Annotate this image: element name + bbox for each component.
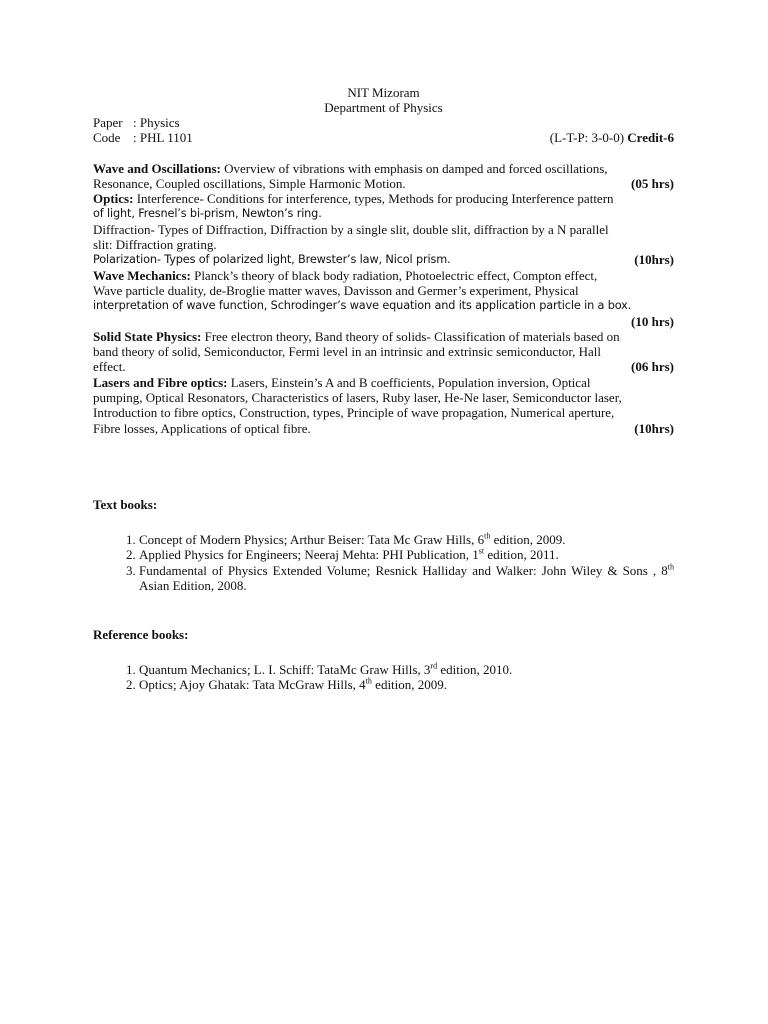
polarization-line (93, 252, 674, 267)
department-name: Department of Physics (324, 100, 443, 115)
lf-line-4 (93, 421, 674, 436)
lf-text-1: Lasers, Einstein’s A and B coefficients, Population inversion, Optical (230, 374, 591, 390)
diffraction-line-1: Diffraction- Types of Diffraction, Diffraction by a single slit, double slit, diffraction by a N parallel (93, 221, 609, 237)
text-books-list (93, 532, 674, 593)
ss-line-2: band theory of solid, Semiconductor, Fermi level in an intrinsic and extrinsic semiconductor, Hall (93, 344, 602, 360)
list-item: 2. Optics; Ajoy Ghatak: Tata McGraw Hills, 4th edition, 2009. (139, 677, 674, 692)
lf-title: Lasers and Fibre optics: (93, 374, 228, 390)
wave-title: Wave and Oscillations: (93, 160, 221, 176)
code-row (93, 130, 674, 145)
paper-row (93, 115, 674, 130)
diffraction-line-2: slit: Diffraction grating. (93, 237, 217, 253)
ss-hours: (06 hrs) (631, 359, 674, 375)
wave-text-2: Resonance, Coupled oscillations, Simple Harmonic Motion. (93, 175, 406, 191)
ss-line-1 (93, 329, 674, 344)
text-books-heading: Text books: (93, 496, 158, 512)
optics-hours: (10hrs) (634, 252, 674, 268)
wm-title: Wave Mechanics: (93, 267, 191, 283)
ltp-value: (L-T-P: 3-0-0) (549, 130, 625, 146)
wave-text-1: Overview of vibrations with emphasis on damped and forced oscillations, (224, 160, 608, 176)
wm-line-2: Wave particle duality, de-Broglie matter waves, Davisson and Germer’s experiment, Physical (93, 282, 579, 298)
wave-hours: (05 hrs) (631, 175, 674, 191)
ss-text-3: effect. (93, 359, 126, 375)
reference-books-heading: Reference books: (93, 627, 189, 643)
wm-line-3: interpretation of wave function, Schrodinger’s wave equation and its application particle in a box. (93, 299, 632, 313)
code-label: Code (93, 130, 121, 146)
list-item: 3. Fundamental of Physics Extended Volume; Resnick Halliday and Walker: John Wiley & Sons , 8th Asian Edition, 2008. (139, 563, 674, 594)
ss-text-1: Free electron theory, Band theory of solids- Classification of materials based on (204, 328, 620, 344)
lf-text-4: Fibre losses, Applications of optical fibre. (93, 420, 311, 436)
reference-books-list (93, 662, 674, 693)
paper-label: Paper (93, 115, 123, 130)
optics-text-1: Interference- Conditions for interference, types, Methods for producing Interference pattern (136, 191, 614, 207)
wm-hours-row (93, 314, 674, 329)
list-item: 2. Applied Physics for Engineers; Neeraj Mehta: PHI Publication, 1st edition, 2011. (139, 547, 674, 562)
lf-line-3: Introduction to fibre optics, Construction, types, Principle of wave propagation, Numerical aperture, (93, 405, 615, 421)
wm-text-1: Planck’s theory of black body radiation, Photoelectric effect, Compton effect, (194, 267, 598, 283)
wave-line-1 (93, 161, 674, 176)
wm-hours: (10 hrs) (631, 313, 674, 329)
institute-name: NIT Mizoram (347, 85, 420, 100)
lf-line-2: pumping, Optical Resonators, Characteristics of lasers, Ruby laser, He-Ne laser, Semiconductor laser, (93, 390, 622, 406)
optics-line-2: of light, Fresnel’s bi-prism, Newton’s ring. (93, 207, 322, 221)
ss-title: Solid State Physics: (93, 328, 202, 344)
ltp-credit (550, 130, 674, 145)
list-item: 1. Quantum Mechanics; L. I. Schiff: TataMc Graw Hills, 3rd edition, 2010. (139, 662, 674, 677)
lf-hours: (10hrs) (634, 420, 674, 436)
credit-value: Credit-6 (627, 130, 674, 146)
polarization-text: Polarization- Types of polarized light, Brewster’s law, Nicol prism. (93, 253, 451, 267)
document-page (93, 85, 674, 693)
optics-line-1 (93, 191, 674, 206)
paper-value: : Physics (133, 115, 180, 130)
optics-title: Optics: (93, 191, 134, 207)
lf-line-1 (93, 375, 674, 390)
list-item: 1. Concept of Modern Physics; Arthur Beiser: Tata Mc Graw Hills, 6th edition, 2009. (139, 532, 674, 547)
ss-line-3 (93, 359, 674, 374)
wm-line-1 (93, 268, 674, 283)
wave-line-2 (93, 176, 674, 191)
code-value: : PHL 1101 (133, 130, 193, 146)
